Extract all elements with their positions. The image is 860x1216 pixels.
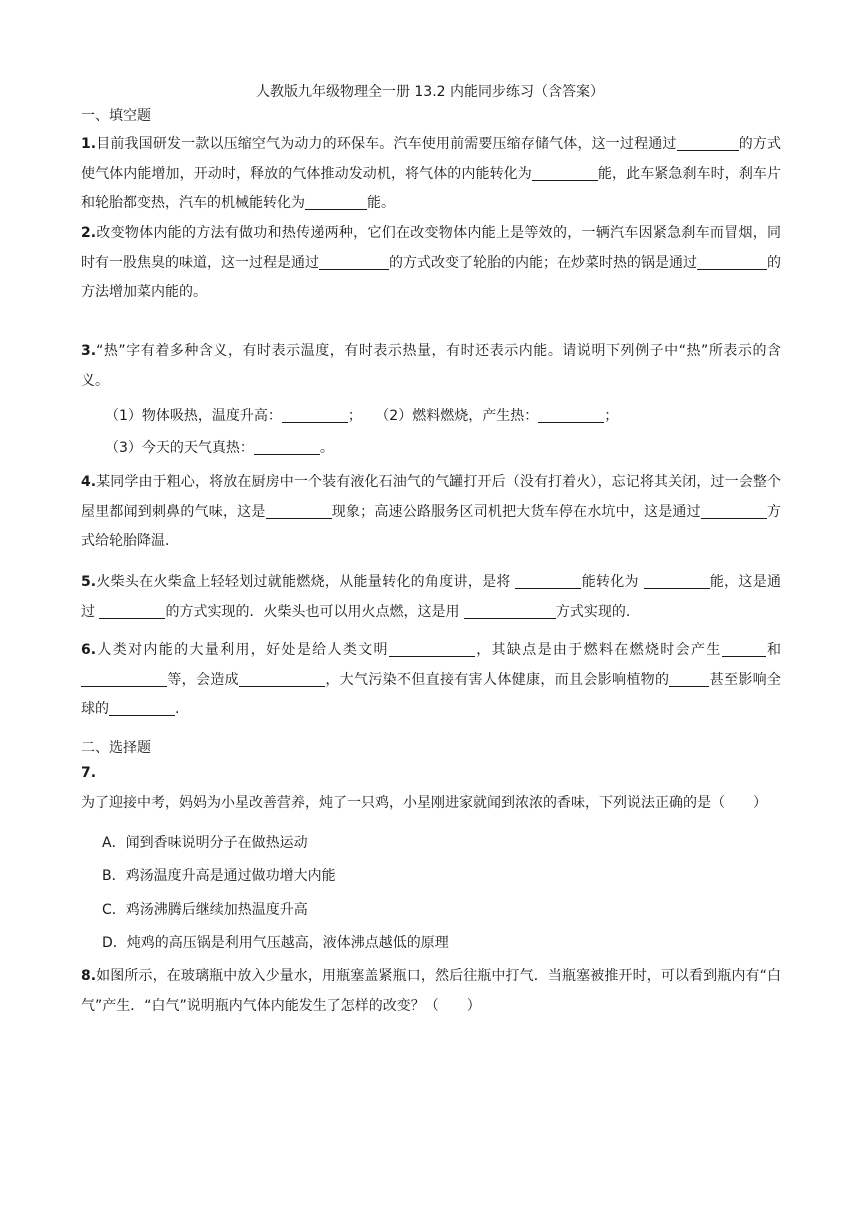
answer-blank[interactable]	[254, 438, 320, 455]
answer-blank[interactable]	[305, 193, 367, 210]
answer-blank[interactable]	[644, 572, 710, 589]
answer-blank[interactable]	[464, 602, 556, 619]
option-a[interactable]: A．闻到香味说明分子在做热运动	[102, 835, 308, 851]
answer-blank[interactable]	[282, 406, 348, 423]
answer-blank[interactable]	[677, 134, 739, 151]
answer-blank[interactable]	[697, 253, 767, 270]
page-title: 人教版九年级物理全一册 13.2 内能同步练习（含答案）	[255, 84, 605, 100]
answer-blank[interactable]	[266, 502, 332, 519]
section-heading-fill-blank: 一、填空题	[81, 108, 151, 124]
question-2: 2.改变物体内能的方法有做功和热传递两种，它们在改变物体内能上是等效的，一辆汽车因紧急刹车而冒烟，同时有一股焦臭的味道，这一过程是通过 的方式改变了轮胎的内能；在炒菜时热的锅是通过 的方法增加菜内能的。	[81, 225, 781, 300]
question-8: 8.如图所示，在玻璃瓶中放入少量水，用瓶塞盖紧瓶口，然后往瓶中打气．当瓶塞被推开时，可以看到瓶内有“白气”产生．“白气”说明瓶内气体内能发生了怎样的改变？（ ）	[81, 968, 781, 1014]
question-3-sub-3: （3）今天的天气真热： 。	[105, 440, 334, 456]
question-number: 6.	[81, 642, 97, 658]
question-number: 4.	[81, 474, 97, 490]
answer-blank[interactable]	[319, 253, 389, 270]
question-4: 4.某同学由于粗心，将放在厨房中一个装有液化石油气的气罐打开后（没有打着火），忘记将其关闭，过一会整个屋里都闻到刺鼻的气味，这是 现象；高速公路服务区司机把大货车停在水坑中，这是通过 方式给轮胎降温.	[81, 474, 782, 549]
question-7: 7.为了迎接中考，妈妈为小星改善营养，炖了一只鸡，小星刚进家就闻到浓浓的香味，下列说法正确的是（ ）	[81, 765, 767, 811]
answer-blank[interactable]	[109, 699, 175, 716]
answer-blank[interactable]	[515, 572, 581, 589]
answer-blank[interactable]	[99, 602, 165, 619]
question-number: 8.	[81, 968, 97, 984]
question-3: 3.“热”字有着多种含义，有时表示温度，有时表示热量，有时还表示内能。请说明下列例子中“热”所表示的含义。	[81, 343, 781, 389]
question-1: 1.目前我国研发一款以压缩空气为动力的环保车。汽车使用前需要压缩存储气体，这一过程通过 的方式使气体内能增加，开动时，释放的气体推动发动机，将气体的内能转化为 能，此车紧急刹车时，刹车片和轮胎都变热，汽车的机械能转化为 能。	[81, 136, 782, 211]
question-number: 7.	[81, 765, 97, 781]
answer-blank[interactable]	[722, 640, 766, 657]
answer-blank[interactable]	[701, 502, 767, 519]
option-c[interactable]: C．鸡汤沸腾后继续加热温度升高	[102, 902, 308, 918]
question-number: 3.	[81, 343, 97, 359]
option-d[interactable]: D．炖鸡的高压锅是利用气压越高，液体沸点越低的原理	[102, 935, 449, 951]
answer-blank[interactable]	[669, 670, 709, 687]
question-number: 1.	[81, 136, 97, 152]
question-3-sub-1-2: （1）物体吸热，温度升高： ； （2）燃料燃烧，产生热： ；	[105, 408, 619, 424]
section-heading-multiple-choice: 二、选择题	[81, 740, 151, 756]
question-number: 5.	[81, 574, 97, 590]
question-number: 2.	[81, 225, 97, 241]
answer-blank[interactable]	[532, 164, 598, 181]
answer-blank[interactable]	[538, 406, 604, 423]
option-b[interactable]: B．鸡汤温度升高是通过做功增大内能	[102, 868, 336, 884]
question-5: 5.火柴头在火柴盒上轻轻划过就能燃烧，从能量转化的角度讲，是将 能转化为 能，这是通过 的方式实现的．火柴头也可以用火点燃，这是用 方式实现的.	[81, 574, 782, 620]
answer-blank[interactable]	[81, 670, 167, 687]
answer-blank[interactable]	[389, 640, 475, 657]
answer-blank[interactable]	[239, 670, 325, 687]
question-6: 6.人类对内能的大量利用，好处是给人类文明 ，其缺点是由于燃料在燃烧时会产生 和等，会造成 ，大气污染不但直接有害人体健康，而且会影响植物的 甚至影响全球的 .	[81, 642, 782, 717]
